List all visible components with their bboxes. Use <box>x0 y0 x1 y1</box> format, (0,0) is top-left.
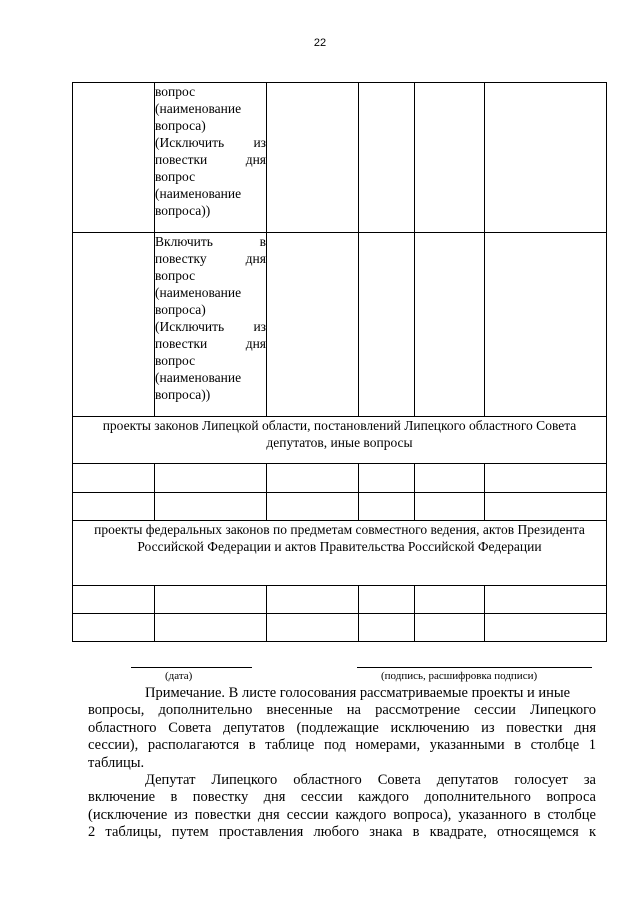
table-row <box>73 586 607 614</box>
cell-line: Включить в <box>155 234 266 249</box>
signature-caption: (подпись, расшифровка подписи) <box>381 670 538 682</box>
table-cell <box>485 586 607 614</box>
note-line: Депутат Липецкого областного Совета депутатов голосует за <box>145 772 596 788</box>
section-heading: проекты федеральных законов по предметам совместного ведения, актов Президента Российской Федерации и актов Правительства Российской Федерации <box>73 521 607 586</box>
table-cell <box>73 586 155 614</box>
table-cell <box>485 614 607 642</box>
table-cell <box>359 614 415 642</box>
table-cell <box>415 83 485 233</box>
note-line: 2 таблицы, путем проставления любого знака в квадрате, относящемся к <box>88 824 596 841</box>
table-cell <box>73 83 155 233</box>
table-cell <box>359 464 415 493</box>
table-cell <box>155 586 267 614</box>
date-line <box>131 667 252 668</box>
table-cell <box>415 493 485 521</box>
cell-line: (наименование <box>155 285 242 300</box>
cell-line: вопрос <box>155 84 196 99</box>
table-cell <box>359 83 415 233</box>
note-line: вопросы, дополнительно внесенные на рассмотрение сессии Липецкого <box>88 702 596 719</box>
cell-line: (наименование <box>155 370 242 385</box>
table-cell <box>267 233 359 417</box>
table-row <box>73 493 607 521</box>
table-cell <box>485 83 607 233</box>
page-number: 22 <box>313 37 327 49</box>
section-row <box>73 521 607 586</box>
cell-line: (наименование <box>155 186 242 201</box>
cell-line: повестки дня <box>155 336 266 351</box>
table-cell <box>415 233 485 417</box>
note-paragraph-2 <box>88 772 596 842</box>
table-cell <box>155 493 267 521</box>
table-cell <box>415 464 485 493</box>
table-cell <box>267 614 359 642</box>
date-caption: (дата) <box>165 670 193 682</box>
table-row <box>73 233 607 417</box>
cell-line: вопрос <box>155 268 196 283</box>
voting-table <box>72 82 607 642</box>
table-cell <box>359 493 415 521</box>
table-cell <box>73 614 155 642</box>
cell-line: повестку дня <box>155 251 266 266</box>
cell-line: (наименование <box>155 101 242 116</box>
table-cell <box>267 493 359 521</box>
cell-line: (Исключить из <box>155 319 266 334</box>
table-cell <box>73 233 155 417</box>
table-cell <box>485 464 607 493</box>
table-cell <box>155 614 267 642</box>
table-cell <box>485 233 607 417</box>
cell-line: повестки дня <box>155 152 266 167</box>
table-cell <box>359 586 415 614</box>
table-cell <box>485 493 607 521</box>
cell-line: вопроса) <box>155 302 206 317</box>
table-cell <box>359 233 415 417</box>
section-row <box>73 417 607 464</box>
signature-line <box>357 667 592 668</box>
table-cell <box>267 464 359 493</box>
section-heading: проекты законов Липецкой области, постановлений Липецкого областного Совета депутатов, иные вопросы <box>73 417 607 464</box>
table-row <box>73 464 607 493</box>
table-cell <box>415 586 485 614</box>
cell-line: вопроса)) <box>155 203 211 218</box>
question-cell <box>155 233 267 417</box>
cell-line: вопрос <box>155 169 196 184</box>
cell-line: вопроса)) <box>155 387 211 402</box>
table-row <box>73 83 607 233</box>
table-cell <box>155 464 267 493</box>
note-line: таблицы. <box>88 754 145 771</box>
question-cell <box>155 83 267 233</box>
table-cell <box>267 83 359 233</box>
note-line: сессии), располагаются в таблице под номерами, указанными в столбце 1 <box>88 737 596 754</box>
table-cell <box>73 493 155 521</box>
table-row <box>73 614 607 642</box>
cell-line: (Исключить из <box>155 135 266 150</box>
table-cell <box>267 586 359 614</box>
note-line: Примечание. В листе голосования рассматриваемые проекты и иные <box>145 685 571 701</box>
table-cell <box>73 464 155 493</box>
cell-line: вопрос <box>155 353 196 368</box>
cell-line: вопроса) <box>155 118 206 133</box>
note-line: (исключение из повестки дня сессии каждого вопроса), указанного в столбце <box>88 806 596 823</box>
note-line: областного Совета депутатов (подлежащие исключению из повестки дня <box>88 719 596 736</box>
table-cell <box>415 614 485 642</box>
note-paragraph-1 <box>88 685 596 772</box>
note-line: включение в повестку дня сессии каждого дополнительного вопроса <box>88 789 596 806</box>
